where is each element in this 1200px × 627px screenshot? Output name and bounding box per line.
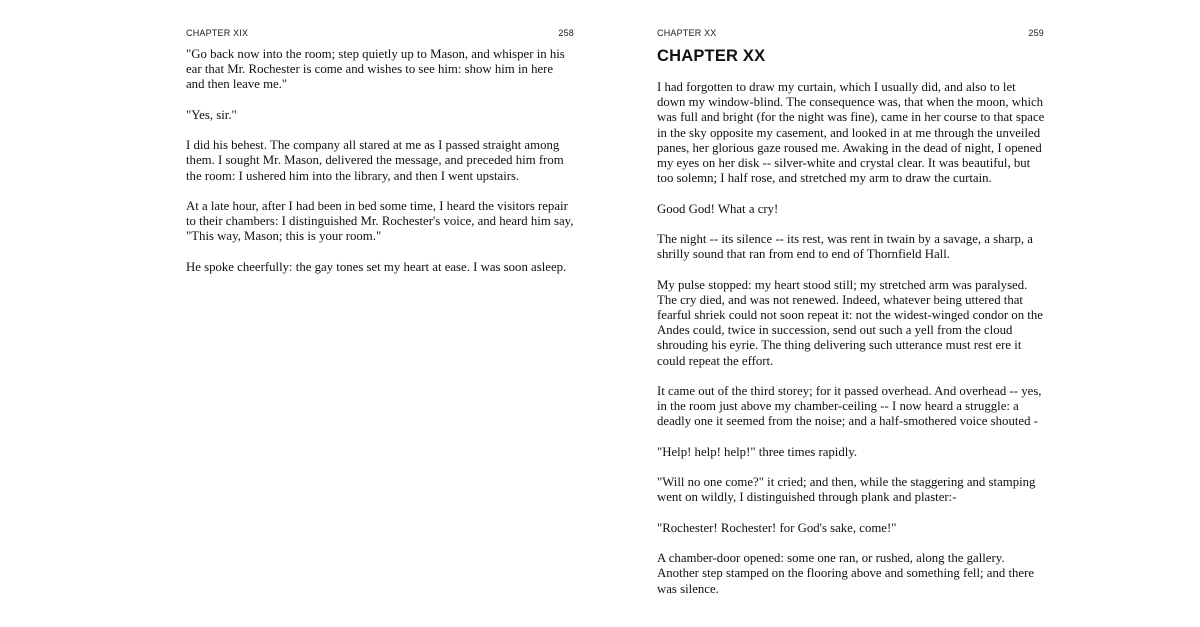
text-line: to their chambers: I distinguished Mr. Rochester's voice, and heard him say, bbox=[186, 214, 574, 229]
text-line: shrouding his eyrie. The thing delivering such utterance must rest ere it bbox=[657, 338, 1022, 353]
left-page bbox=[186, 0, 574, 627]
paragraph bbox=[657, 232, 1044, 262]
text-line: I had forgotten to draw my curtain, which I usually did, and also to let bbox=[657, 80, 1016, 94]
text-line: It came out of the third storey; for it passed overhead. And overhead -- yes, bbox=[657, 384, 1042, 398]
text-line: At a late hour, after I had been in bed some time, I heard the visitors repair bbox=[186, 198, 568, 213]
left-running-head bbox=[186, 28, 574, 42]
paragraph bbox=[657, 278, 1044, 369]
text-line: The cry died, and was not renewed. Indeed, whatever being uttered that bbox=[657, 292, 1023, 307]
text-line: ear that Mr. Rochester is come and wishes to see him: show him in here bbox=[186, 62, 554, 77]
paragraph bbox=[657, 445, 1044, 460]
text-line: "Yes, sir." bbox=[186, 107, 237, 122]
text-line: went on wildly, I distinguished through plank and plaster:- bbox=[657, 490, 957, 505]
text-line: "This way, Mason; this is your room." bbox=[186, 229, 382, 244]
text-line: in the sky opposite my casement, and looked in at me through the unveiled bbox=[657, 125, 1041, 140]
paragraph bbox=[657, 202, 1044, 217]
right-running-head-title: CHAPTER XX bbox=[657, 28, 717, 38]
paragraph bbox=[657, 475, 1044, 505]
text-line: could repeat the effort. bbox=[657, 353, 774, 368]
text-line: Andes could, twice in succession, send out such a yell from the cloud bbox=[657, 323, 1013, 338]
text-line: A chamber-door opened: some one ran, or rushed, along the gallery. bbox=[657, 551, 1005, 566]
text-line: My pulse stopped: my heart stood still; my stretched arm was paralysed. bbox=[657, 277, 1028, 292]
paragraph bbox=[657, 384, 1044, 430]
text-line: down my window-blind. The consequence was, that when the moon, which bbox=[657, 95, 1044, 110]
right-running-head bbox=[657, 28, 1044, 42]
paragraph bbox=[186, 47, 574, 93]
text-line: The night -- its silence -- its rest, was rent in twain by a savage, a sharp, a bbox=[657, 232, 1033, 246]
text-line: panes, her glorious gaze roused me. Awaking in the dead of night, I opened bbox=[657, 140, 1042, 155]
text-line: "Rochester! Rochester! for God's sake, come!" bbox=[657, 520, 897, 535]
paragraph bbox=[657, 80, 1044, 186]
paragraph bbox=[186, 199, 574, 245]
chapter-title: CHAPTER XX bbox=[657, 47, 766, 65]
right-body-text bbox=[657, 80, 1044, 612]
left-page-number: 258 bbox=[558, 28, 574, 38]
text-line: shrilly sound that ran from end to end of Thornfield Hall. bbox=[657, 247, 950, 262]
text-line: was full and bright (for the night was fine), came in her course to that space bbox=[657, 110, 1045, 125]
text-line: was silence. bbox=[657, 581, 719, 596]
text-line: Another step stamped on the flooring above and something fell; and there bbox=[657, 566, 1035, 581]
paragraph bbox=[186, 138, 574, 184]
text-line: too solemn; I half rose, and stretched my arm to draw the curtain. bbox=[657, 171, 992, 186]
text-line: fearful shriek could not soon repeat it: not the widest-winged condor on the bbox=[657, 308, 1043, 322]
paragraph bbox=[657, 521, 1044, 536]
paragraph bbox=[186, 108, 574, 123]
text-line: the room: I ushered him into the library, and then I went upstairs. bbox=[186, 168, 520, 183]
text-line: I did his behest. The company all stared at me as I passed straight among bbox=[186, 138, 560, 153]
text-line: them. I sought Mr. Mason, delivered the message, and preceded him from bbox=[186, 153, 564, 168]
text-line: "Go back now into the room; step quietly up to Mason, and whisper in his bbox=[186, 47, 565, 61]
text-line: Good God! What a cry! bbox=[657, 201, 779, 216]
text-line: in the room just above my chamber-ceiling -- I now heard a struggle: a bbox=[657, 399, 1019, 414]
paragraph bbox=[657, 551, 1044, 597]
text-line: He spoke cheerfully: the gay tones set my heart at ease. I was soon asleep. bbox=[186, 259, 567, 274]
left-running-head-title: CHAPTER XIX bbox=[186, 28, 249, 38]
text-line: "Help! help! help!" three times rapidly. bbox=[657, 444, 858, 459]
paragraph bbox=[186, 260, 574, 275]
text-line: and then leave me." bbox=[186, 77, 288, 92]
text-line: my eyes on her disk -- silver-white and crystal clear. It was beautiful, but bbox=[657, 156, 1031, 171]
right-page-number: 259 bbox=[1028, 28, 1044, 38]
right-page bbox=[657, 0, 1044, 627]
text-line: deadly one it seemed from the noise; and a half-smothered voice shouted - bbox=[657, 414, 1038, 429]
left-body-text bbox=[186, 47, 574, 290]
text-line: "Will no one come?" it cried; and then, while the staggering and stamping bbox=[657, 475, 1036, 490]
